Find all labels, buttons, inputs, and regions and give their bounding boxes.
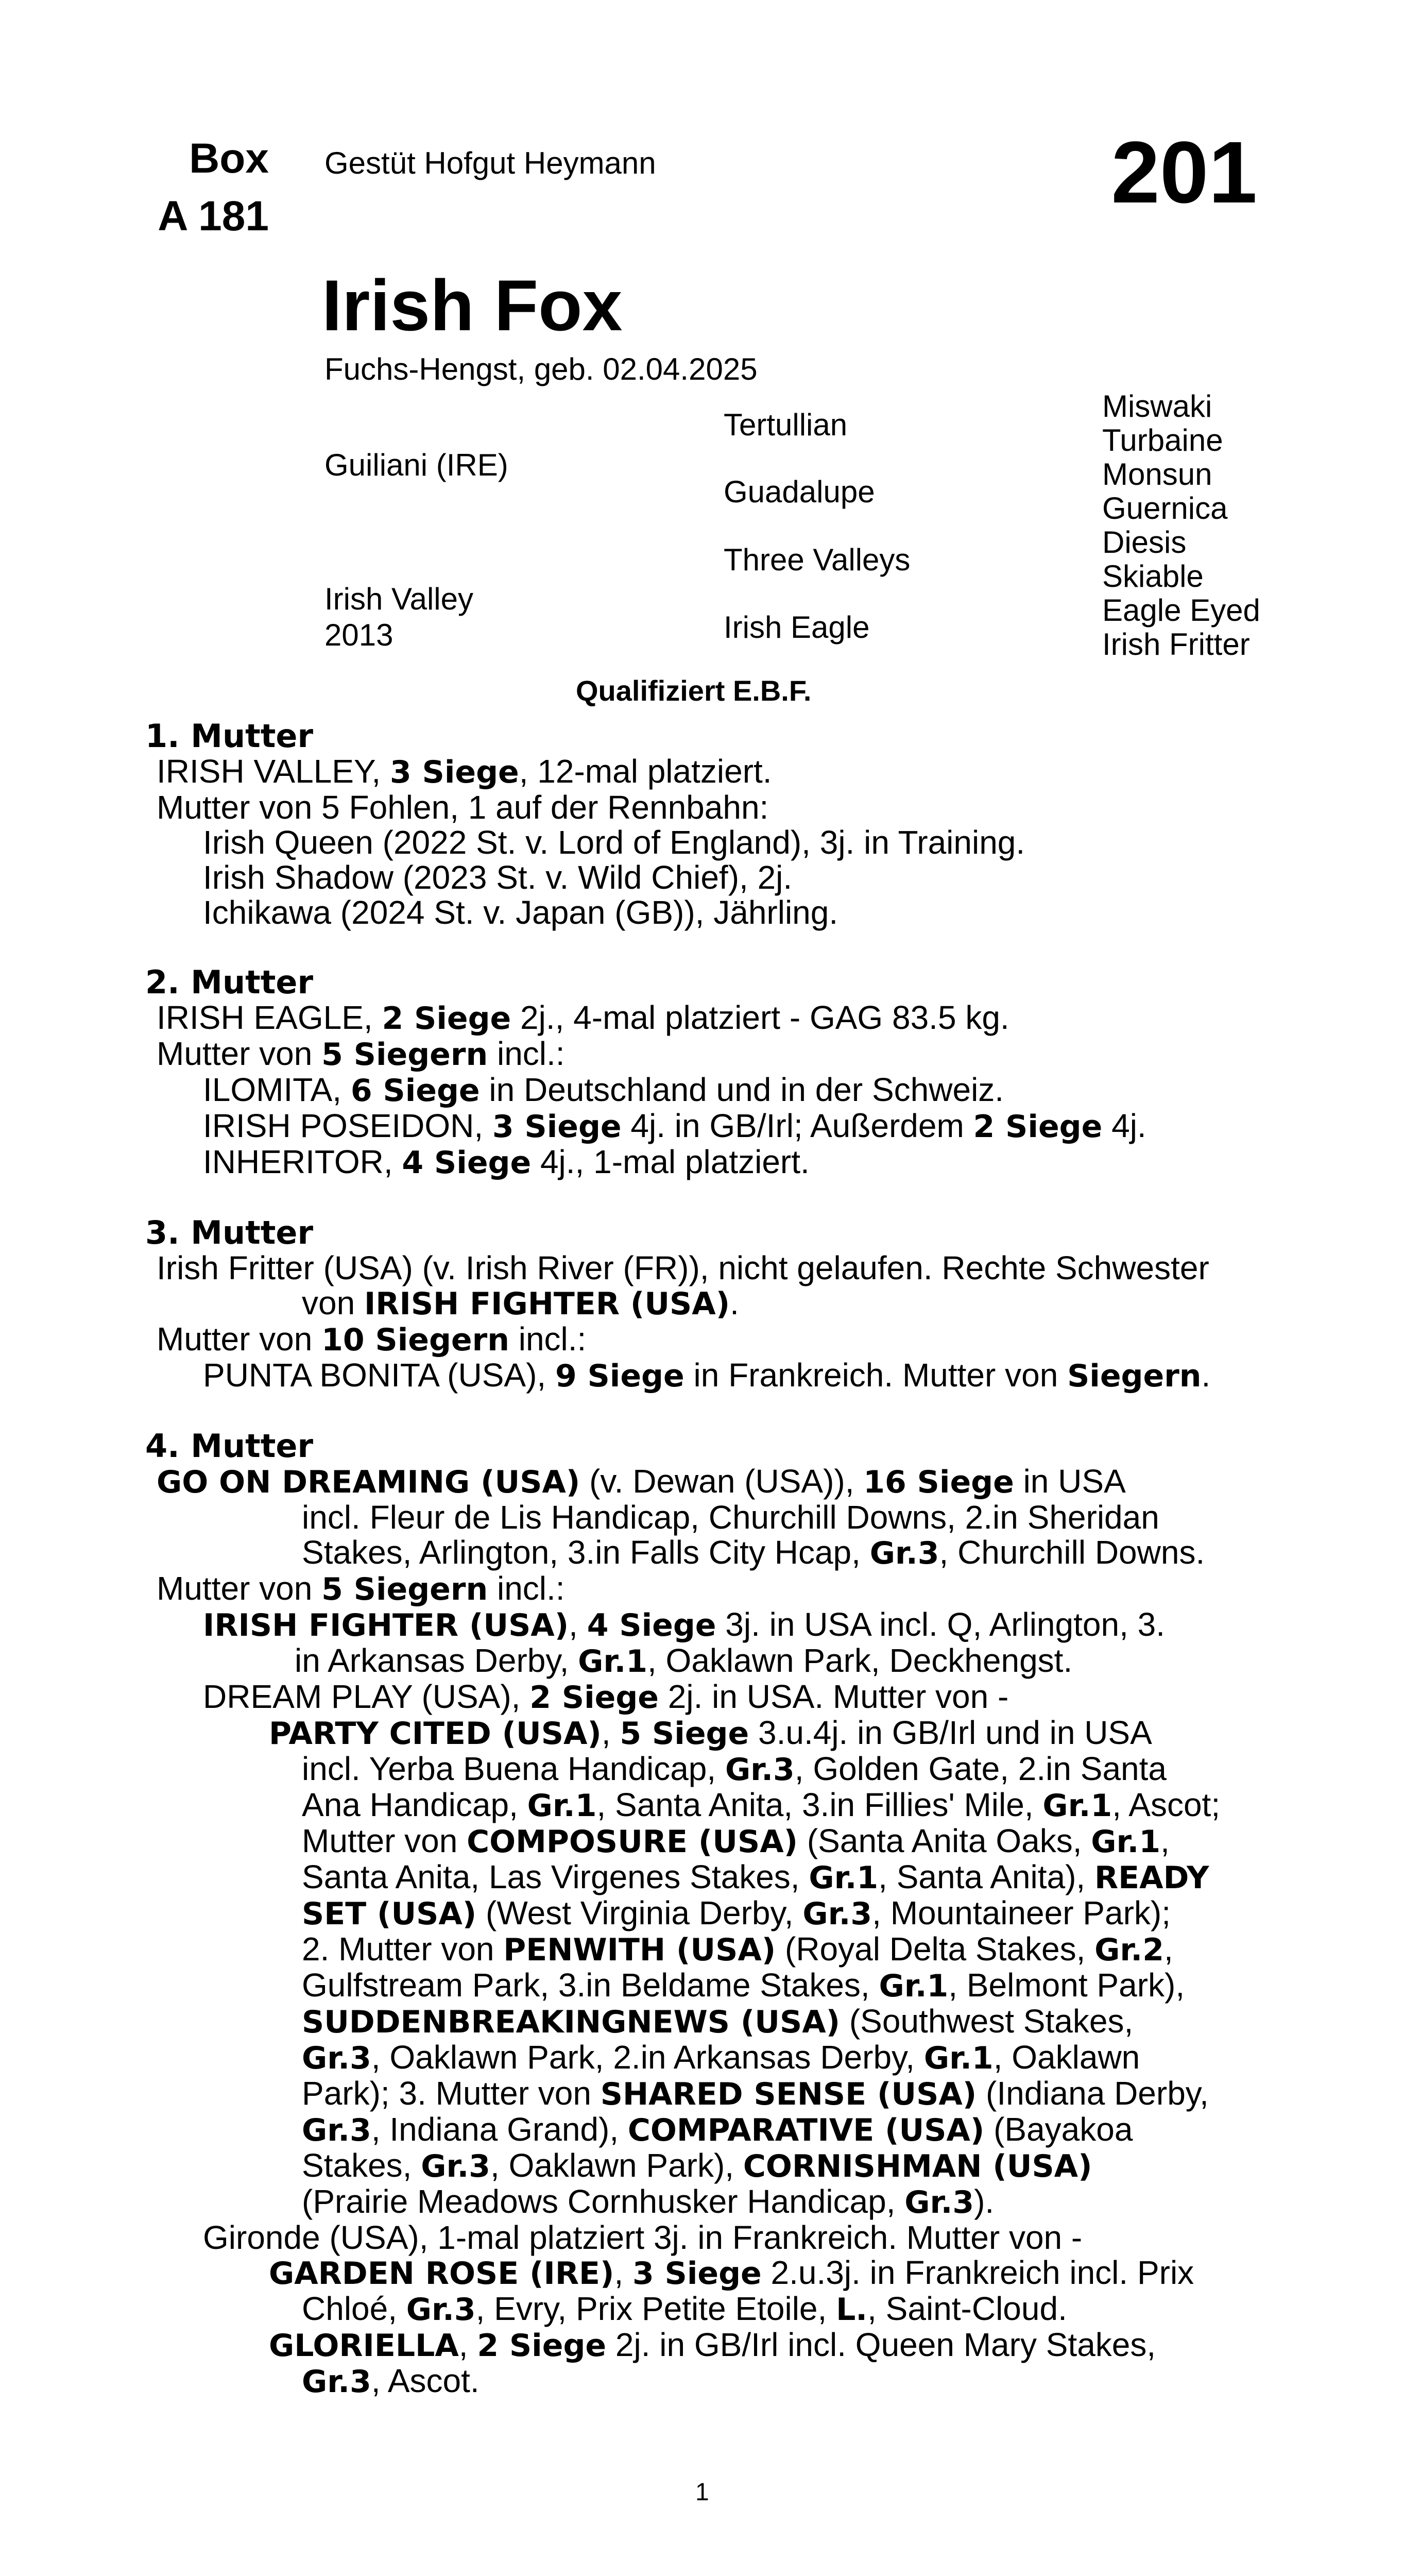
pedigree-gen3-8: Irish Fritter — [1102, 627, 1250, 662]
text-line: in Arkansas Derby, Gr.1, Oaklawn Park, Deckhengst. — [295, 1642, 1073, 1680]
section-heading: 1. Mutter — [145, 717, 314, 755]
pedigree-gen3-2: Turbaine — [1102, 423, 1223, 457]
text-line: incl. Fleur de Lis Handicap, Churchill Downs, 2.in Sheridan — [302, 1499, 1159, 1536]
dam-line — [145, 719, 1278, 2399]
text-line: Irish Fritter (USA) (v. Irish River (FR)), nicht gelaufen. Rechte Schwester — [157, 1249, 1209, 1286]
text-line: GARDEN ROSE (IRE), 3 Siege 2.u.3j. in Frankreich incl. Prix — [269, 2254, 1194, 2292]
pedigree-gen2-3: Three Valleys — [724, 543, 911, 577]
section-heading: 2. Mutter — [145, 963, 314, 1001]
qualification-note: Qualifiziert E.B.F. — [576, 674, 812, 707]
text-line: Irish Queen (2022 St. v. Lord of England), 3j. in Training. — [203, 824, 1025, 861]
text-line: INHERITOR, 4 Siege 4j., 1-mal platziert. — [203, 1143, 810, 1181]
text-line: Gr.3, Ascot. — [302, 2362, 480, 2400]
section-heading: 3. Mutter — [145, 1214, 314, 1251]
text-line: Park); 3. Mutter von SHARED SENSE (USA) (Indiana Derby, — [302, 2075, 1209, 2112]
pedigree-dam: Irish Valley — [324, 582, 473, 616]
section-heading: 4. Mutter — [145, 1427, 314, 1465]
pedigree-gen3-6: Skiable — [1102, 559, 1204, 594]
pedigree-gen3-7: Eagle Eyed — [1102, 593, 1260, 628]
text-line: IRISH VALLEY, 3 Siege, 12-mal platziert. — [157, 753, 772, 790]
pedigree-gen3-5: Diesis — [1102, 525, 1187, 560]
text-line: Mutter von 10 Siegern incl.: — [157, 1320, 587, 1358]
text-line: PARTY CITED (USA), 5 Siege 3.u.4j. in GB/Irl und in USA — [269, 1714, 1152, 1752]
text-line: 2. Mutter von PENWITH (USA) (Royal Delta Stakes, Gr.2, — [302, 1930, 1173, 1968]
text-line: IRISH EAGLE, 2 Siege 2j., 4-mal platziert - GAG 83.5 kg. — [157, 999, 1009, 1037]
text-line: SUDDENBREAKINGNEWS (USA) (Southwest Stakes, — [302, 2003, 1134, 2040]
text-line: Mutter von 5 Fohlen, 1 auf der Rennbahn: — [157, 789, 769, 826]
pedigree-gen3-4: Guernica — [1102, 491, 1228, 526]
pedigree-gen2-4: Irish Eagle — [724, 610, 870, 645]
text-line: Gulfstream Park, 3.in Beldame Stakes, Gr.1, Belmont Park), — [302, 1967, 1185, 2004]
lot-number: 201 — [1111, 124, 1257, 222]
pedigree-gen2-2: Guadalupe — [724, 474, 875, 509]
text-line: GLORIELLA, 2 Siege 2j. in GB/Irl incl. Queen Mary Stakes, — [269, 2326, 1156, 2364]
breeder-name: Gestüt Hofgut Heymann — [324, 146, 656, 180]
page-number: 1 — [695, 2479, 709, 2506]
text-line: Gironde (USA), 1-mal platziert 3j. in Frankreich. Mutter von - — [203, 2219, 1083, 2256]
box-number: A 181 — [158, 193, 269, 240]
text-line: ILOMITA, 6 Siege in Deutschland und in der Schweiz. — [203, 1071, 1004, 1109]
text-line: IRISH FIGHTER (USA), 4 Siege 3j. in USA incl. Q, Arlington, 3. — [203, 1606, 1166, 1643]
text-line: Chloé, Gr.3, Evry, Prix Petite Etoile, L., Saint-Cloud. — [302, 2290, 1067, 2328]
text-line: Gr.3, Oaklawn Park, 2.in Arkansas Derby, Gr.1, Oaklawn — [302, 2039, 1140, 2076]
text-line: PUNTA BONITA (USA), 9 Siege in Frankreich. Mutter von Siegern. — [203, 1357, 1211, 1394]
pedigree-gen3 — [1102, 389, 1260, 662]
text-line: von IRISH FIGHTER (USA). — [302, 1284, 739, 1322]
text-line: Irish Shadow (2023 St. v. Wild Chief), 2j. — [203, 859, 793, 896]
text-line: Mutter von 5 Siegern incl.: — [157, 1035, 565, 1073]
text-line: Ichikawa (2024 St. v. Japan (GB)), Jährling. — [203, 894, 838, 931]
text-line: SET (USA) (West Virginia Derby, Gr.3, Mountaineer Park); — [302, 1894, 1171, 1932]
text-line: Santa Anita, Las Virgenes Stakes, Gr.1, Santa Anita), READY — [302, 1858, 1209, 1896]
text-line: incl. Yerba Buena Handicap, Gr.3, Golden Gate, 2.in Santa — [302, 1750, 1167, 1788]
text-line: (Prairie Meadows Cornhusker Handicap, Gr.3). — [302, 2183, 995, 2221]
text-line: Mutter von COMPOSURE (USA) (Santa Anita Oaks, Gr.1, — [302, 1822, 1170, 1860]
box-label: Box — [189, 135, 269, 182]
pedigree-gen3-1: Miswaki — [1102, 389, 1212, 423]
pedigree-dam-year: 2013 — [324, 618, 393, 652]
text-line: GO ON DREAMING (USA) (v. Dewan (USA)), 16 Siege in USA — [157, 1463, 1126, 1500]
horse-name: Irish Fox — [322, 265, 623, 346]
text-line: IRISH POSEIDON, 3 Siege 4j. in GB/Irl; Außerdem 2 Siege 4j. — [203, 1107, 1146, 1145]
pedigree-gen2-1: Tertullian — [724, 408, 848, 442]
pedigree-gen3-3: Monsun — [1102, 457, 1212, 492]
text-line: Stakes, Arlington, 3.in Falls City Hcap, Gr.3, Churchill Downs. — [302, 1534, 1205, 1571]
text-line: Ana Handicap, Gr.1, Santa Anita, 3.in Fillies' Mile, Gr.1, Ascot; — [302, 1786, 1221, 1824]
pedigree-sire: Guiliani (IRE) — [324, 448, 508, 482]
text-line: DREAM PLAY (USA), 2 Siege 2j. in USA. Mutter von - — [203, 1678, 1009, 1716]
text-line: Stakes, Gr.3, Oaklawn Park), CORNISHMAN (USA) — [302, 2147, 1092, 2184]
text-line: Gr.3, Indiana Grand), COMPARATIVE (USA) (Bayakoa — [302, 2111, 1133, 2148]
horse-description: Fuchs-Hengst, geb. 02.04.2025 — [324, 352, 758, 386]
text-line: Mutter von 5 Siegern incl.: — [157, 1570, 565, 1607]
